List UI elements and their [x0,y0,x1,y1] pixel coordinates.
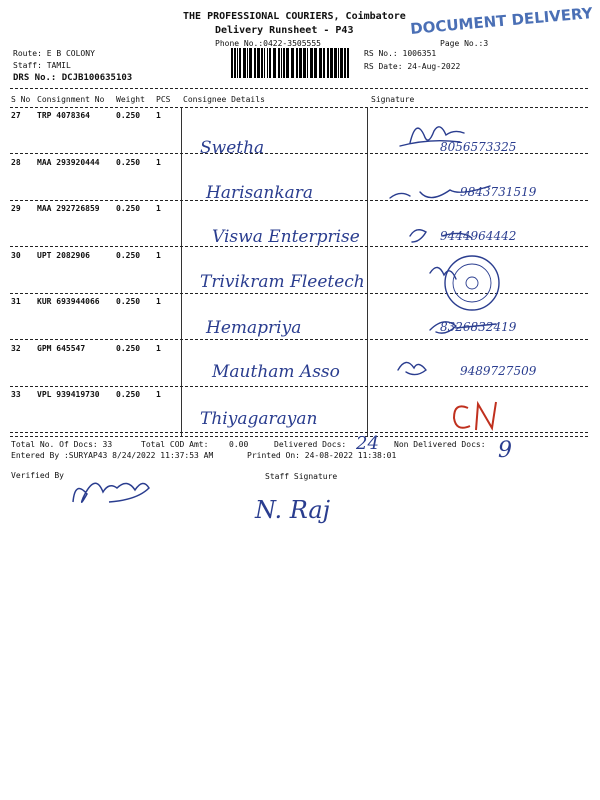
rs-number: RS No.: 1006351 [364,49,437,58]
col-consignee: Consignee Details [183,95,265,104]
barcode-bar [239,48,241,78]
row-signature-phone: 9843731519 [460,185,537,199]
row-weight: 0.250 [116,390,141,399]
barcode-bar [269,48,271,78]
row-consignee-handwriting: Harisankara [206,183,314,203]
row-signature-phone: 8056573325 [440,140,517,154]
row-pcs: 1 [156,157,161,167]
barcode-bar [247,48,248,78]
barcode-bar [249,48,252,78]
verifier-signature [65,464,165,514]
barcode-bar [299,48,302,78]
barcode-bar [286,48,289,78]
barcode-bar [334,48,337,78]
barcode-bar [231,48,233,78]
barcode-bar [267,48,268,78]
row-consignment-no: UPT 2082906 [37,250,90,260]
col-weight: Weight [116,95,145,104]
non-delivered-value: 9 [498,438,512,463]
row-sno: 31 [11,297,21,306]
barcode-bar [319,48,322,78]
barcode-bar [257,48,260,78]
barcode-bar [307,48,308,78]
rs-date: RS Date: 24-Aug-2022 [364,62,461,71]
barcode-bar [234,48,236,78]
row-sno: 29 [11,204,21,213]
phone-number: Phone No.:0422-3505555 [215,39,321,48]
page-number: Page No.:3 [440,39,489,48]
barcode-bar [237,48,238,78]
company-name: THE PROFESSIONAL COURIERS, Coimbatore [183,11,406,22]
barcode-bar [278,48,280,78]
row-pcs: 1 [156,250,161,260]
col-consignment: Consignment No [37,95,105,104]
barcode-bar [261,48,263,78]
barcode-bar [254,48,256,78]
row-sno: 27 [11,111,21,120]
barcode-bar [283,48,285,78]
barcode-bar [344,48,346,78]
row-weight: 0.250 [116,250,141,260]
row-consignment-no: MAA 293920444 [37,157,100,167]
row-consignee-handwriting: Thiyagarayan [200,409,318,429]
barcode-bar [310,48,313,78]
barcode-bar [314,48,317,78]
barcode-bar [330,48,333,78]
total-cod-label: Total COD Amt: [141,440,209,449]
row-sno: 33 [11,390,21,399]
printed-on: Printed On: 24-08-2022 11:38:01 [247,451,397,460]
row-pcs: 1 [156,390,161,399]
row-sno: 32 [11,343,21,353]
delivered-value: 24 [356,433,379,454]
col-pcs: PCS [156,95,171,104]
staff-signature: N. Raj [255,496,331,524]
row-weight: 0.250 [116,111,141,120]
consignee-divider [181,108,182,436]
row-consignment-no: MAA 292726859 [37,204,100,213]
table-top-rule [10,88,588,89]
delivered-label: Delivered Docs: [274,440,347,449]
row-consignee-handwriting: Viswa Enterprise [212,227,360,247]
row-signature-phone: 9444964442 [440,229,517,243]
row-consignment-no: GPM 645547 [37,343,86,353]
row-pcs: 1 [156,111,161,120]
row-consignment-no: KUR 693944066 [37,297,100,306]
col-sno: S No [11,95,31,104]
signature-divider [367,108,368,436]
staff-signature-label: Staff Signature [265,472,338,481]
total-cod-value: 0.00 [229,440,249,449]
barcode-bar [340,48,343,78]
row-consignee-handwriting: Hemapriya [206,318,302,338]
barcode-bar [327,48,329,78]
row-weight: 0.250 [116,343,141,353]
row-pcs: 1 [156,343,161,353]
document-delivery-stamp: DOCUMENT DELIVERY [409,4,594,38]
row-weight: 0.250 [116,204,141,213]
route-label: Route: E B COLONY [13,49,95,58]
verified-by-label: Verified By [11,471,64,480]
row-consignee-handwriting: Trivikram Fleetech [200,272,365,292]
row-consignee-handwriting: Swetha [200,138,265,158]
runsheet-title: Delivery Runsheet - P43 [215,25,354,36]
row-consignment-no: TRP 4078364 [37,111,90,120]
row-consignee-handwriting: Mautham Asso [212,362,340,382]
company-seal [445,256,499,310]
barcode-bar [264,48,265,78]
barcode-bar [296,48,298,78]
row-sno: 28 [11,157,21,167]
footer-rule [10,436,588,437]
row-pcs: 1 [156,204,161,213]
barcode-bar [323,48,325,78]
row-weight: 0.250 [116,157,141,167]
col-signature: Signature [371,95,415,104]
barcode-bar [291,48,294,78]
signature-marks [370,108,595,438]
row-sno: 30 [11,250,21,260]
row-weight: 0.250 [116,297,141,306]
row-signature-phone: 9489727509 [460,364,537,378]
row-consignment-no: VPL 939419730 [37,390,100,399]
staff-label: Staff: TAMIL [13,61,71,70]
barcode-bar [243,48,246,78]
non-delivered-label: Non Delivered Docs: [394,440,486,449]
barcode-bar [303,48,306,78]
barcode-bar [347,48,349,78]
barcode-bar [338,48,339,78]
row-pcs: 1 [156,297,161,306]
entered-by: Entered By :SURYAP43 8/24/2022 11:37:53 AM [11,451,214,460]
barcode-bar [273,48,276,78]
row-signature-phone: 8326832419 [440,320,517,334]
total-docs: Total No. Of Docs: 33 [11,440,113,449]
drs-number: DRS No.: DCJB100635103 [13,73,133,83]
barcode [231,48,351,80]
barcode-bar [281,48,282,78]
